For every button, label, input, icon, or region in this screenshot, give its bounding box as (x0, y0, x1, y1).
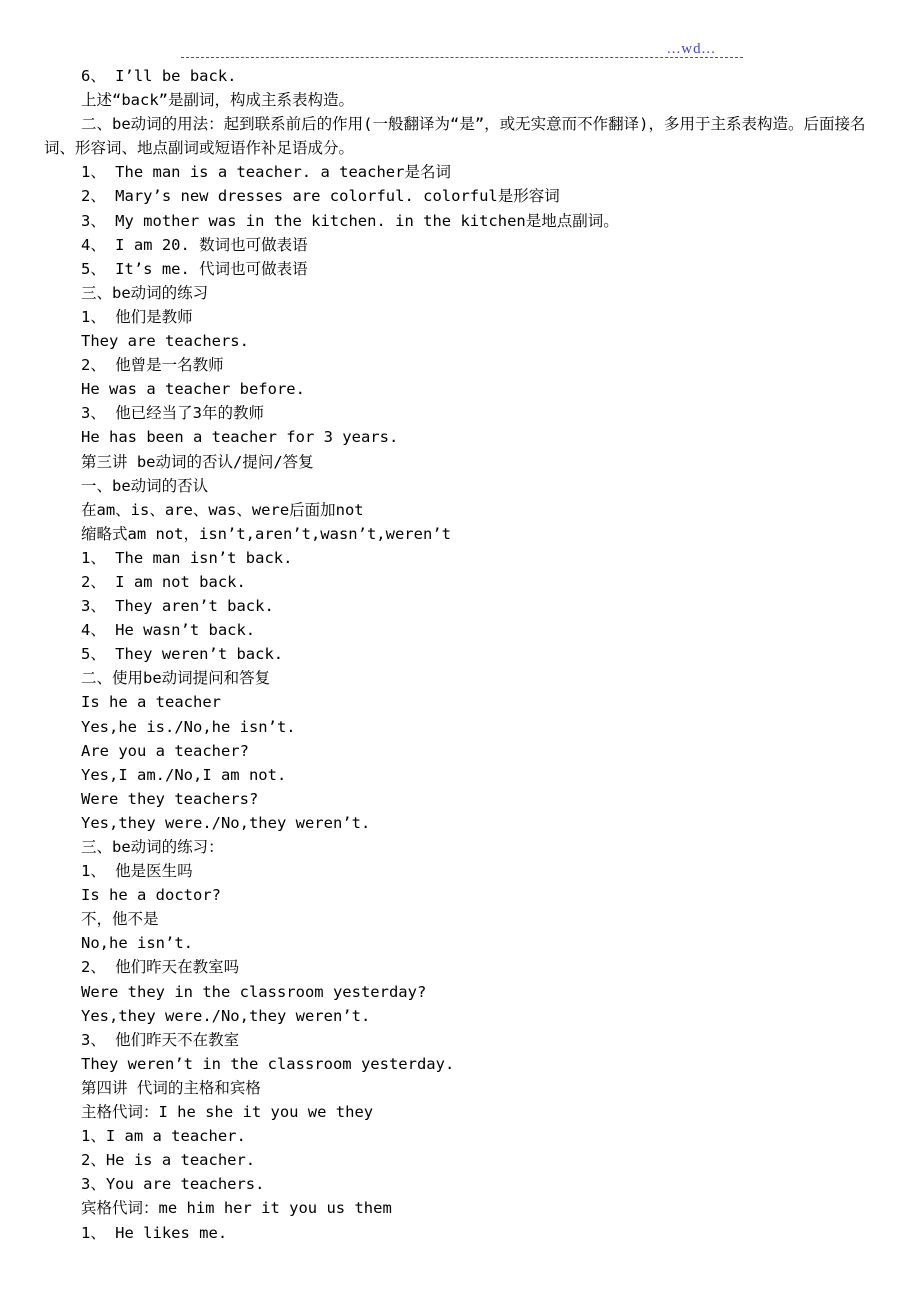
text-line: 1、 他们是教师 (81, 307, 193, 326)
text-line: Were they teachers? (81, 789, 259, 808)
text-line: 宾格代词：me him her it you us them (81, 1199, 392, 1218)
text-line: Yes,they were./No,they weren’t. (81, 813, 371, 832)
text-line: 4、 He wasn’t back. (81, 621, 256, 640)
text-line: 1、 He likes me. (81, 1223, 228, 1242)
lecture-heading: 第四讲 代词的主格和宾格 (81, 1078, 261, 1097)
document-body (44, 64, 889, 1245)
text-line: 3、You are teachers. (81, 1175, 265, 1194)
text-line: Yes,he is./No,he isn’t. (81, 717, 296, 736)
text-line: Is he a teacher (81, 693, 221, 712)
section-heading: 二、使用be动词提问和答复 (81, 669, 271, 688)
text-line: They weren’t in the classroom yesterday. (81, 1054, 455, 1073)
text-line: 缩略式am not，isn’t,aren’t,wasn’t,weren’t (81, 524, 451, 543)
text-line: They are teachers. (81, 332, 249, 351)
text-line: 2、He is a teacher. (81, 1151, 256, 1170)
text-line: 1、I am a teacher. (81, 1127, 246, 1146)
text-line: He has been a teacher for 3 years. (81, 428, 399, 447)
text-line: Are you a teacher? (81, 741, 249, 760)
text-line: 不，他不是 (81, 910, 159, 929)
text-line: 3、 他已经当了3年的教师 (81, 404, 264, 423)
text-line: 1、 The man is a teacher. a teacher是名词 (81, 163, 451, 182)
text-line: 5、 It’s me. 代词也可做表语 (81, 259, 308, 278)
text-line: 2、 他曾是一名教师 (81, 356, 224, 375)
text-line: 6、 I’ll be back. (81, 67, 237, 85)
text-line: 2、 I am not back. (81, 572, 246, 591)
section-heading: 一、be动词的否认 (81, 476, 209, 495)
lecture-heading: 第三讲 be动词的否认/提问/答复 (81, 452, 314, 471)
text-line: 4、 I am 20. 数词也可做表语 (81, 235, 308, 254)
text-line: 1、 他是医生吗 (81, 862, 193, 881)
text-line: Yes,they were./No,they weren’t. (81, 1006, 371, 1025)
text-line: No,he isn’t. (81, 934, 193, 953)
text-line: 3、 他们昨天不在教室 (81, 1030, 240, 1049)
section-heading: 三、be动词的练习 (81, 283, 209, 302)
text-line: 2、 Mary’s new dresses are colorful. colorful是形容词 (81, 187, 560, 206)
text-line: 5、 They weren’t back. (81, 645, 284, 664)
text-paragraph: 二、be动词的用法：起到联系前后的作用(一般翻译为“是”，或无实意而不作翻译)，多用于主系表构造。后面接名词、形容词、地点副词或短语作补足语成分。 (44, 115, 866, 158)
text-line: 2、 他们昨天在教室吗 (81, 958, 240, 977)
text-line: 3、 My mother was in the kitchen. in the kitchen是地点副词。 (81, 211, 619, 230)
text-line: 主格代词：I he she it you we they (81, 1103, 374, 1122)
text-line: 上述“back”是副词，构成主系表构造。 (81, 91, 354, 110)
text-line: 3、 They aren’t back. (81, 597, 274, 616)
header-dashed-rule (181, 57, 743, 58)
text-line: 在am、is、are、was、were后面加not (81, 500, 364, 519)
text-line: Is he a doctor? (81, 886, 221, 905)
header-mark: ...wd... (667, 41, 716, 57)
text-line: Were they in the classroom yesterday? (81, 982, 427, 1001)
text-line: Yes,I am./No,I am not. (81, 765, 287, 784)
text-line: 1、 The man isn’t back. (81, 548, 293, 567)
text-line: He was a teacher before. (81, 380, 305, 399)
section-heading: 三、be动词的练习： (81, 838, 224, 856)
